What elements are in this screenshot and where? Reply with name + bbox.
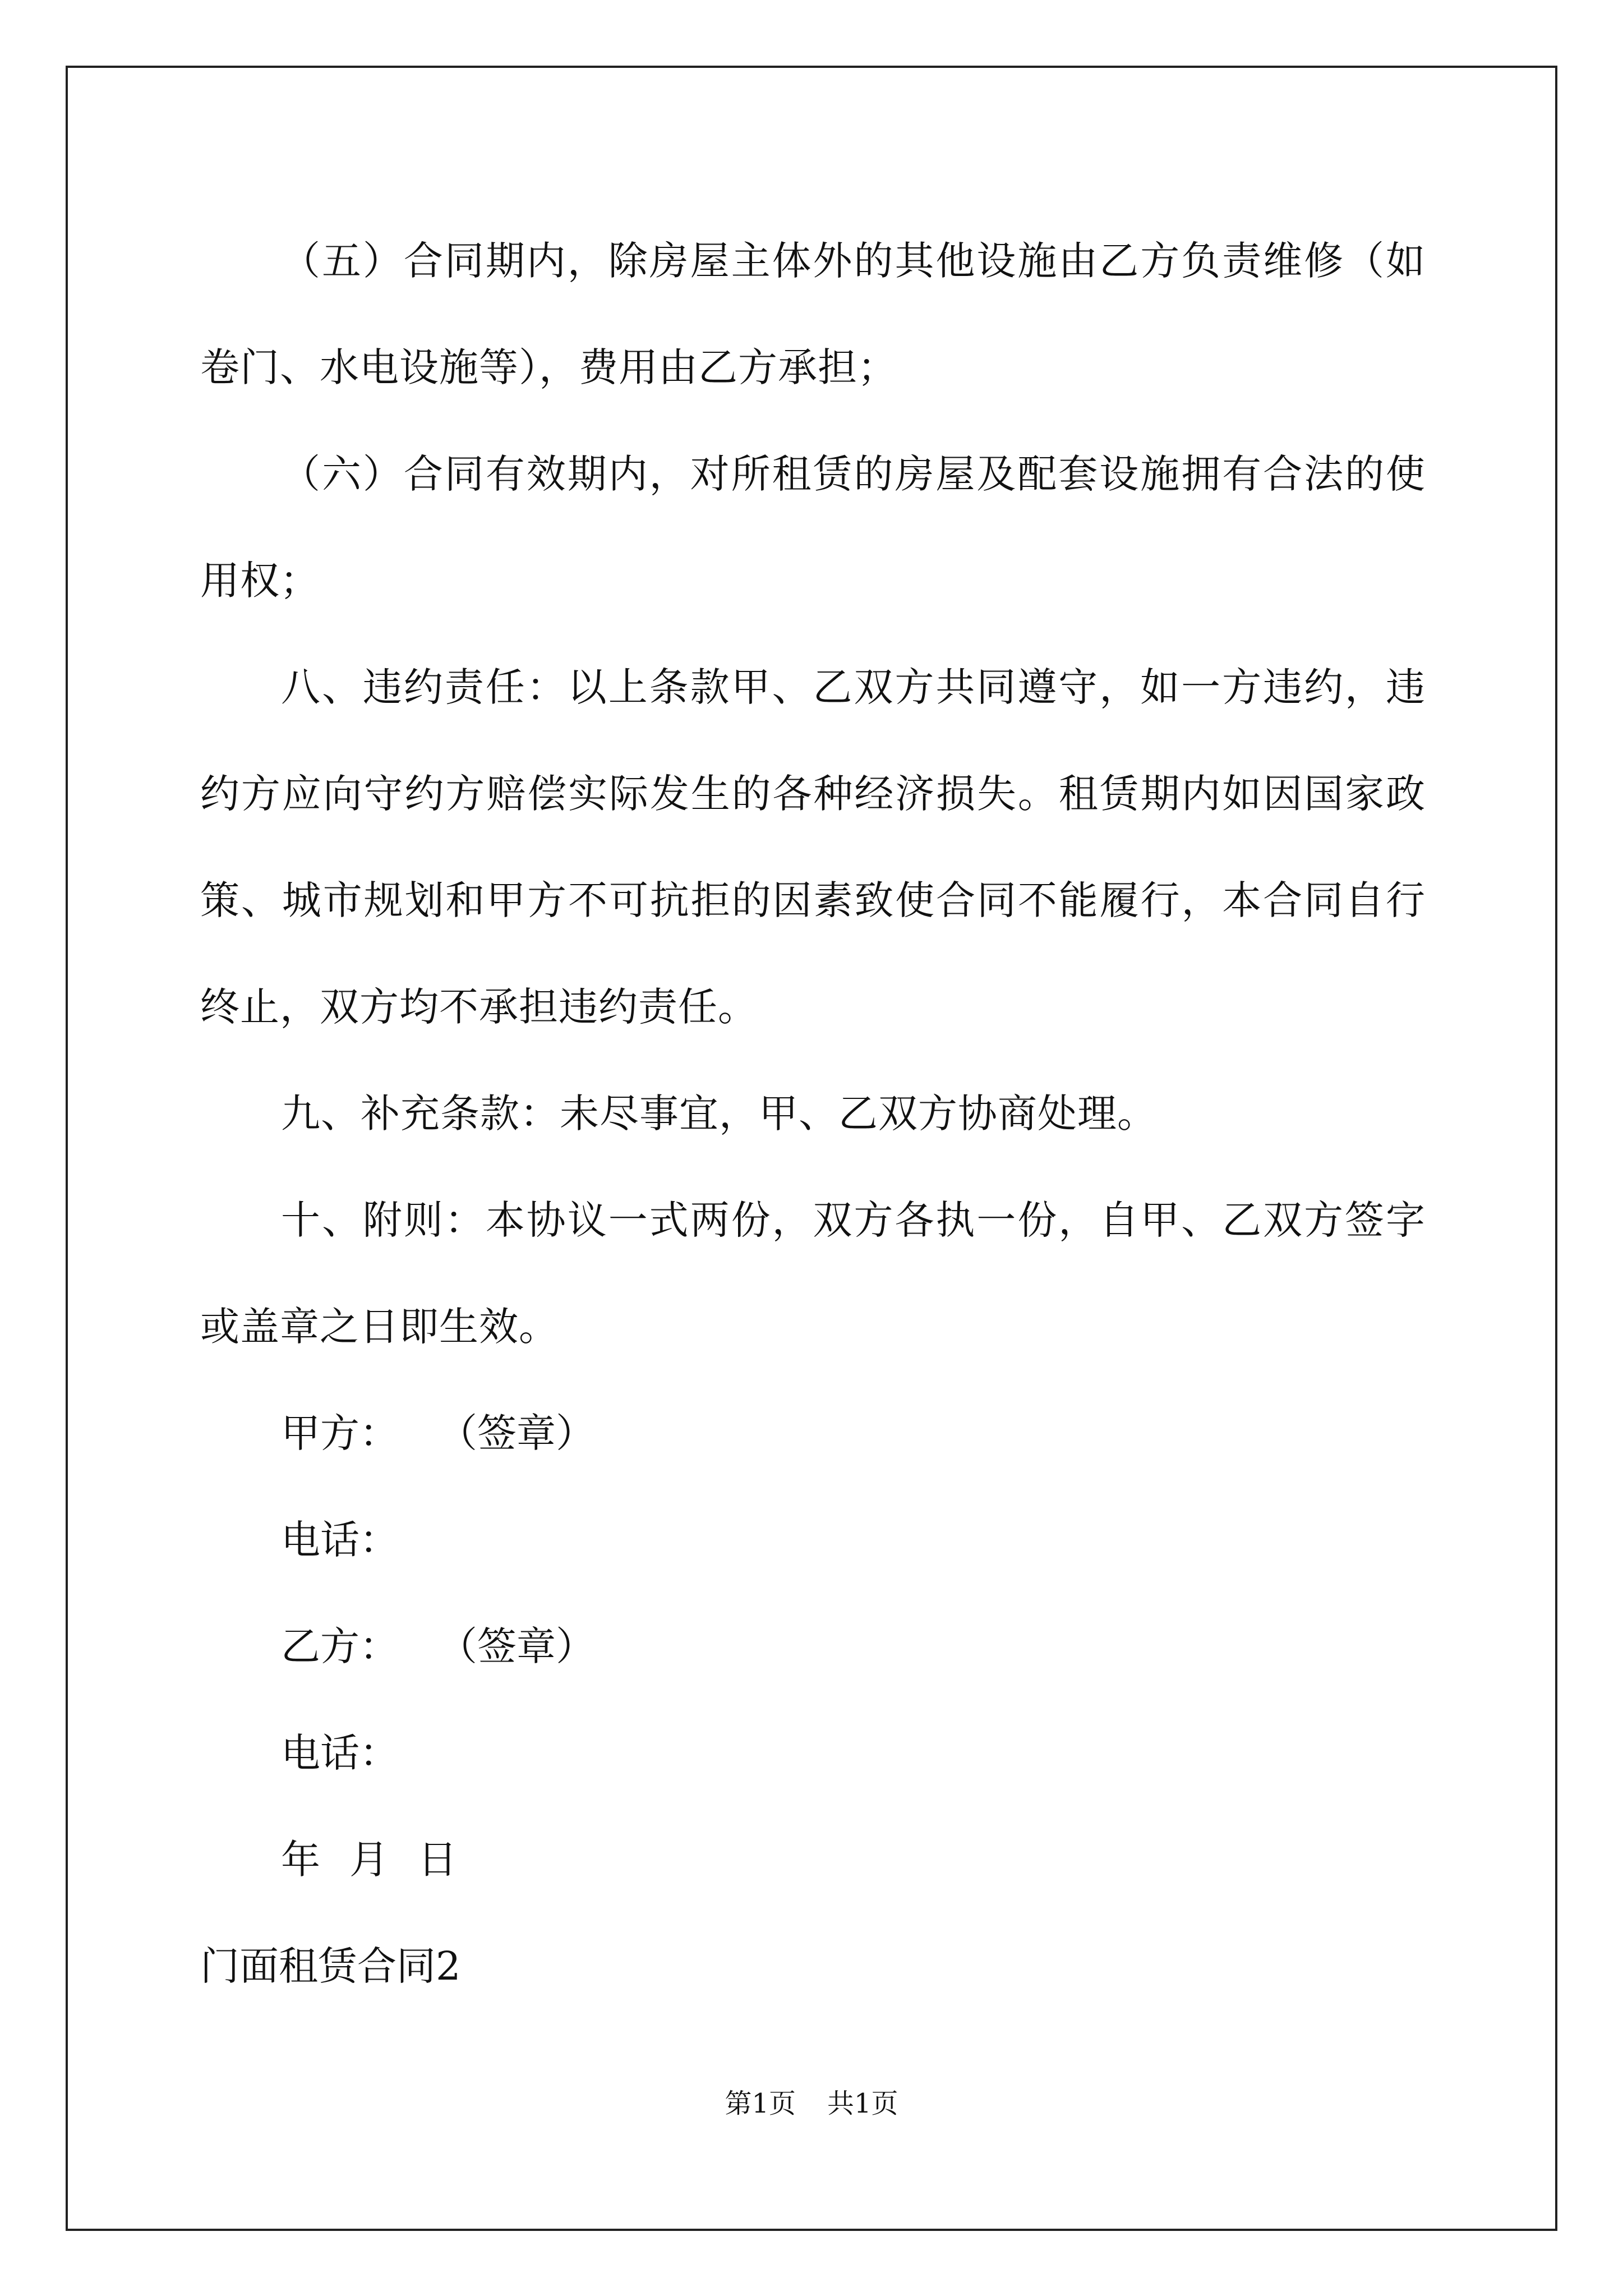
party-a-phone (200, 1487, 1426, 1593)
page-number: 第1页 (725, 2088, 796, 2119)
page-footer (0, 2087, 1623, 2120)
party-b-label: 乙方： (281, 1623, 399, 1669)
party-a-signature (200, 1380, 1426, 1487)
clause-breach-liability: 八、违约责任：以上条款甲、乙双方共同遵守，如一方违约，违约方应向守约方赔偿实际发生的各种经济损失。租赁期内如因国家政策、城市规划和甲方不可抗拒的因素致使合同不能履行，本合同自行终止，双方均不承担违约责任。 (200, 664, 1426, 1030)
date-month: 月 (349, 1837, 389, 1883)
clause-supplementary: 九、补充条款：未尽事宜，甲、乙双方协商处理。 (281, 1091, 1157, 1137)
party-b-signature (200, 1593, 1426, 1700)
party-b-phone (200, 1700, 1426, 1806)
party-b-seal: （签章） (438, 1623, 595, 1669)
party-a-label: 甲方： (281, 1410, 399, 1456)
clause-5: （五）合同期内，除房屋主体外的其他设施由乙方负责维修（如卷门、水电设施等），费用由乙方承担； (200, 238, 1426, 390)
date-year: 年 (281, 1837, 320, 1883)
next-document-title: 门面租赁合同2 (200, 1943, 461, 1989)
page-total: 共1页 (827, 2088, 898, 2119)
clause-appendix: 十、附则：本协议一式两份，双方各执一份，自甲、乙双方签字或盖章之日即生效。 (200, 1197, 1426, 1350)
document-body (200, 208, 1426, 2019)
party-a-seal: （签章） (438, 1410, 595, 1456)
phone-label: 电话： (281, 1730, 399, 1776)
date-day: 日 (418, 1837, 457, 1883)
phone-label: 电话： (281, 1517, 399, 1563)
clause-6: （六）合同有效期内，对所租赁的房屋及配套设施拥有合法的使用权； (200, 451, 1426, 604)
signing-date (200, 1806, 1426, 1913)
